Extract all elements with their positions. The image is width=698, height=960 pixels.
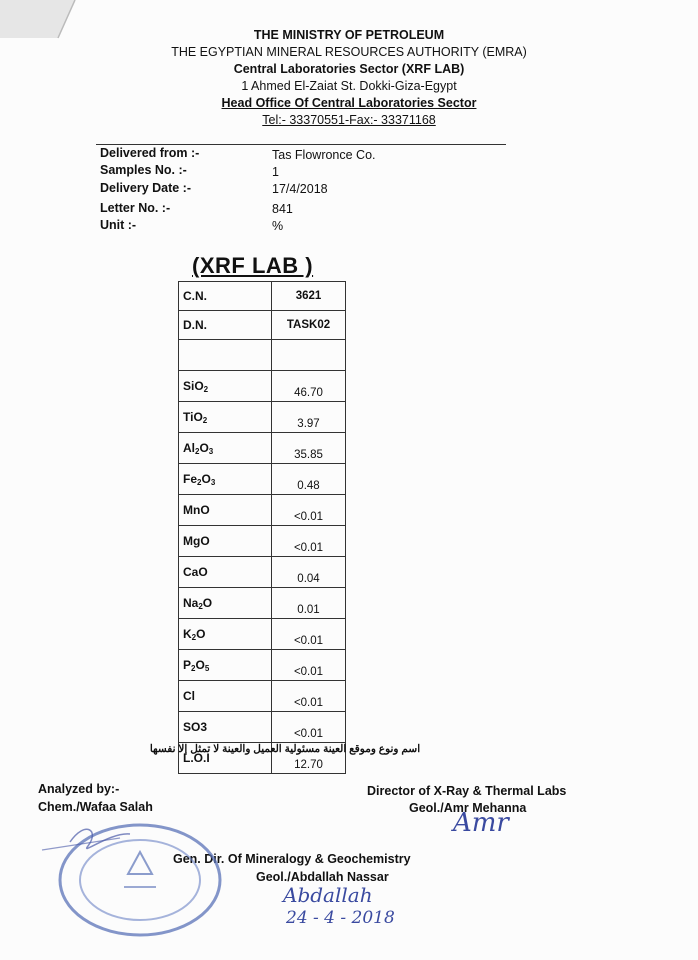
header-divider xyxy=(96,144,506,145)
table-row xyxy=(179,681,346,712)
oxide-symbol: Cl xyxy=(183,689,195,703)
analyzed-by-label: Analyzed by:- xyxy=(38,782,120,796)
amr-signature: Amr xyxy=(453,808,509,838)
ministry-title: THE MINISTRY OF PETROLEUM xyxy=(253,28,445,42)
sector-title: Central Laboratories Sector (XRF LAB) xyxy=(233,62,465,76)
oxide-symbol: MgO xyxy=(183,534,210,548)
oxide-subscript: 2 xyxy=(195,446,200,456)
contact-line: Tel:- 33370551-Fax:- 33371168 xyxy=(262,113,436,127)
oxide-rows xyxy=(179,371,346,774)
lab-stamp xyxy=(40,812,250,942)
letter-value: 841 xyxy=(272,202,293,216)
table-row xyxy=(179,588,346,619)
samples-label: Samples No. :- xyxy=(100,163,187,177)
oxide-value: 0.01 xyxy=(272,588,346,619)
oxide-symbol: Al xyxy=(183,440,195,455)
xrf-lab-title: (XRF LAB ) xyxy=(192,253,314,278)
results-table xyxy=(178,281,346,774)
blank-row xyxy=(179,340,346,371)
delivery-date-value: 17/4/2018 xyxy=(272,182,328,196)
oxide-value: <0.01 xyxy=(272,650,346,681)
table-row xyxy=(179,712,346,743)
oxide-symbol: O xyxy=(201,471,211,486)
oxide-label xyxy=(179,371,272,402)
table-row xyxy=(179,619,346,650)
oxide-symbol: L.O.I xyxy=(183,751,210,765)
oxide-symbol: TiO xyxy=(183,409,203,424)
table-row xyxy=(179,371,346,402)
oxide-label xyxy=(179,588,272,619)
oxide-label xyxy=(179,495,272,526)
cn-row xyxy=(179,282,346,311)
dn-label: D.N. xyxy=(179,311,272,340)
abdallah-signature: Abdallah xyxy=(283,883,373,907)
cn-label: C.N. xyxy=(179,282,272,311)
oxide-subscript: 2 xyxy=(197,477,202,487)
cn-value: 3621 xyxy=(272,282,346,311)
oxide-label xyxy=(179,619,272,650)
oxide-symbol: SO3 xyxy=(183,720,208,734)
oxide-value: <0.01 xyxy=(272,619,346,650)
table-row xyxy=(179,433,346,464)
dn-value: TASK02 xyxy=(272,311,346,340)
oxide-subscript: 3 xyxy=(208,446,214,456)
table-row xyxy=(179,464,346,495)
unit-value: % xyxy=(272,219,284,233)
oxide-symbol: P xyxy=(183,657,192,672)
oxide-label xyxy=(179,557,272,588)
oxide-symbol: O xyxy=(199,440,209,455)
delivered-from-label: Delivered from :- xyxy=(100,146,200,160)
oxide-label xyxy=(179,712,272,743)
oxide-subscript: 2 xyxy=(198,601,203,611)
letter-label: Letter No. :- xyxy=(100,201,171,215)
address-line: 1 Ahmed El-Zaiat St. Dokki-Giza-Egypt xyxy=(241,79,457,93)
director-title: Director of X-Ray & Thermal Labs xyxy=(367,784,567,798)
oxide-symbol: K xyxy=(183,626,192,641)
oxide-subscript: 5 xyxy=(204,663,210,673)
oxide-symbol: O xyxy=(202,595,213,610)
oxide-symbol: O xyxy=(196,626,206,641)
delivered-from-value: Tas Flowronce Co. xyxy=(272,148,376,162)
table-row xyxy=(179,495,346,526)
samples-value: 1 xyxy=(272,165,279,179)
oxide-subscript: 3 xyxy=(210,477,216,487)
table-row xyxy=(179,650,346,681)
oxide-symbol: Fe xyxy=(183,471,198,486)
unit-label: Unit :- xyxy=(100,218,137,232)
disclaimer-note: اسم ونوع وموقع العينة مسئولية العميل والعينة لا تمثل إلا نفسها xyxy=(149,743,421,755)
oxide-symbol: CaO xyxy=(183,565,208,579)
blank-cell xyxy=(179,340,272,371)
director-name: Geol./Amr Mehanna xyxy=(409,801,527,815)
oxide-value: 12.70 xyxy=(272,743,346,774)
oxide-value: 0.04 xyxy=(272,557,346,588)
oxide-subscript: 2 xyxy=(191,663,196,673)
oxide-value: 3.97 xyxy=(272,402,346,433)
oxide-value: <0.01 xyxy=(272,526,346,557)
oxide-label xyxy=(179,464,272,495)
gen-director-name: Geol./Abdallah Nassar xyxy=(256,870,389,884)
oxide-label xyxy=(179,433,272,464)
analyst-name: Chem./Wafaa Salah xyxy=(38,800,153,814)
oxide-symbol: O xyxy=(195,657,205,672)
dn-row xyxy=(179,311,346,340)
gen-director-title: Gen. Dir. Of Mineralogy & Geochemistry xyxy=(173,852,411,866)
oxide-subscript: 2 xyxy=(191,632,197,642)
oxide-value: <0.01 xyxy=(272,712,346,743)
delivery-date-label: Delivery Date :- xyxy=(100,181,192,195)
table-row xyxy=(179,557,346,588)
authority-title: THE EGYPTIAN MINERAL RESOURCES AUTHORITY (EMRA) xyxy=(171,45,527,59)
table-row xyxy=(179,402,346,433)
oxide-value: 35.85 xyxy=(272,433,346,464)
oxide-value: 46.70 xyxy=(272,371,346,402)
oxide-symbol: Na xyxy=(183,595,199,610)
signature-date: 24 - 4 - 2018 xyxy=(286,908,395,928)
oxide-label xyxy=(179,681,272,712)
oxide-value: <0.01 xyxy=(272,495,346,526)
oxide-subscript: 2 xyxy=(203,384,209,394)
oxide-symbol: MnO xyxy=(183,503,210,517)
oxide-label xyxy=(179,526,272,557)
oxide-label xyxy=(179,650,272,681)
oxide-label xyxy=(179,402,272,433)
oxide-value: <0.01 xyxy=(272,681,346,712)
head-office-line: Head Office Of Central Laboratories Sector xyxy=(221,96,477,110)
oxide-value: 0.48 xyxy=(272,464,346,495)
oxide-symbol: SiO xyxy=(183,378,204,393)
blank-cell xyxy=(272,340,346,371)
table-row xyxy=(179,526,346,557)
oxide-subscript: 2 xyxy=(202,415,208,425)
